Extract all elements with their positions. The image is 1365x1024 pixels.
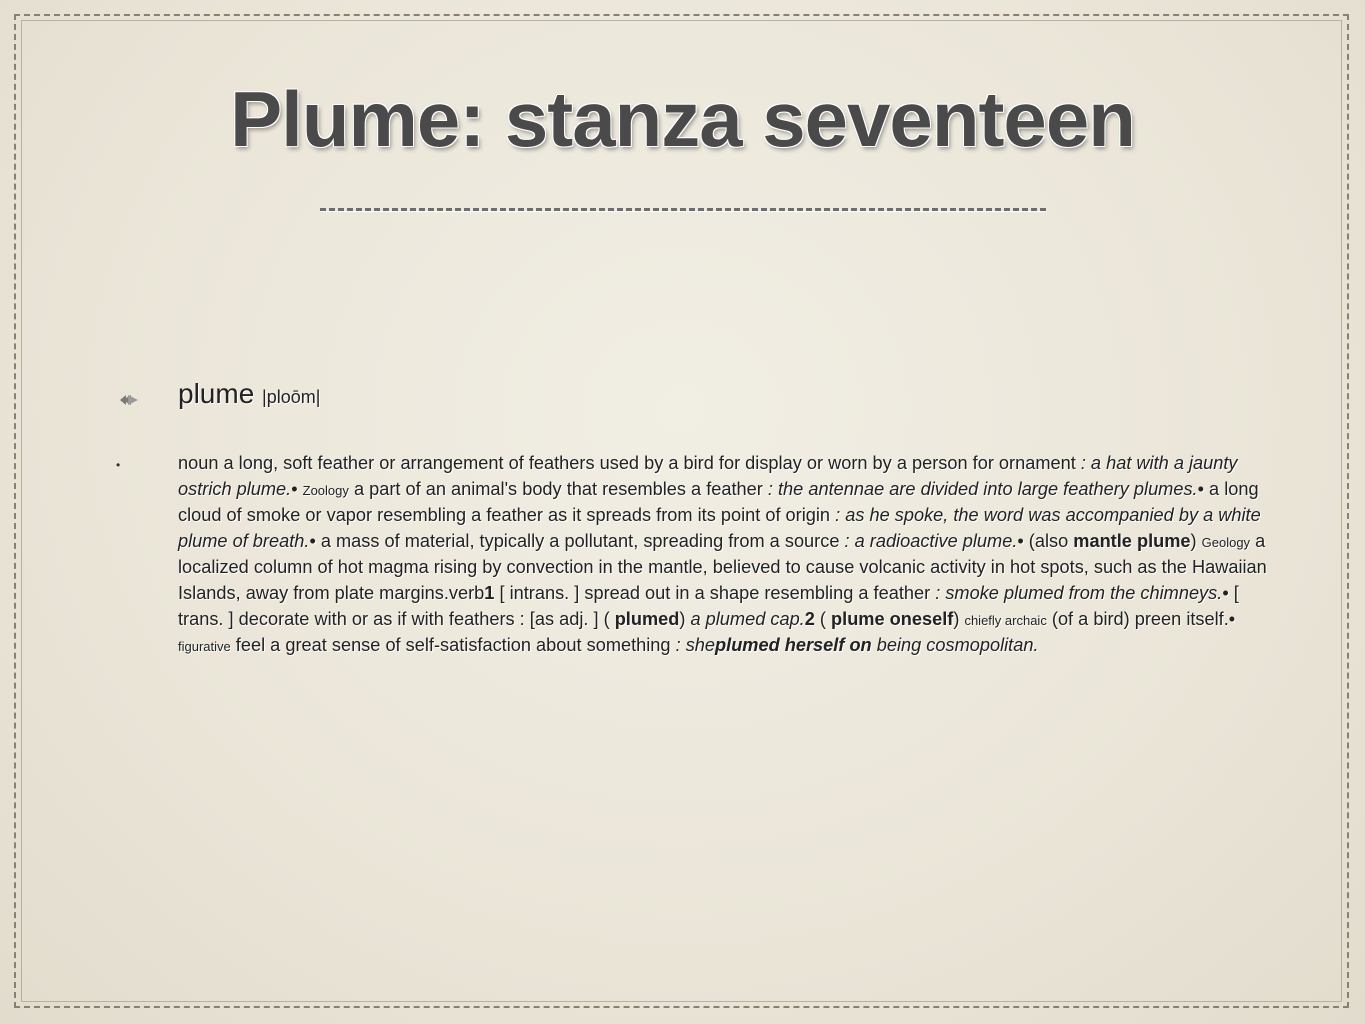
definition-segment: • [ trans. ] decorate with or as if with feathers : [as adj. ] ( [178, 582, 1239, 629]
definition-segment: [ intrans. ] spread out in a shape resembling a feather [494, 582, 936, 603]
definition-segment: plumed [614, 608, 680, 629]
definition-segment: (of a bird) preen itself. [1046, 608, 1229, 629]
definition-segment: ) [679, 608, 691, 629]
double-chevron-bullet-icon [118, 391, 140, 409]
definition-segment: : the antennae are divided into large feathery plumes. [767, 478, 1198, 499]
definition-segment: plume oneself [831, 608, 954, 629]
definition-segment: being cosmopolitan. [871, 635, 1039, 656]
definition-segment: : as he spoke, the word was accompanied by a white plume of breath. [178, 505, 1261, 551]
definition-segment: mantle plume [1073, 530, 1191, 551]
definition-segment: Geology [1201, 534, 1251, 550]
definition-segment: • a mass of material, typically a pollutant, spreading from a source [309, 530, 845, 551]
definition-segment: 1 [484, 582, 495, 603]
pronunciation-text: |ploōm| [262, 387, 321, 407]
definition-segment: ) [953, 608, 965, 629]
headword-text: plume [178, 378, 255, 409]
entry-headword [178, 378, 320, 410]
definition-segment: : she [675, 635, 716, 656]
definition-segment: ) [1190, 530, 1202, 551]
definition-segment: plumed herself on [715, 635, 872, 656]
definition-segment: : smoke plumed from the chimneys. [935, 582, 1223, 603]
definition-segment: a part of an animal's body that resembles a feather [348, 478, 768, 499]
definition-segment: a localized column of hot magma rising by convection in the mantle, believed to cause volcanic activity in hot spots, such as the Hawaiian Islands, away from plate margins.verb [178, 530, 1267, 603]
definition-segment: 2 [804, 608, 815, 629]
definition-segment: : a hat with a jaunty ostrich plume. [178, 453, 1238, 499]
definition-segment: • [1228, 608, 1236, 629]
definition-segment: • a long cloud of smoke or vapor resembling a feather as it spreads from its point of origin [178, 478, 1259, 526]
definition-segment: noun a long, soft feather or arrangement of feathers used by a bird for display or worn by a person for ornament [178, 453, 1081, 473]
definition-segment: chiefly archaic [964, 612, 1047, 628]
definition-paragraph [178, 451, 1273, 660]
definition-segment: Zoology [302, 482, 349, 498]
definition-segment: figurative [178, 639, 231, 655]
dot-bullet-icon: • [116, 458, 121, 472]
definition-segment: • (also [1017, 530, 1074, 551]
definition-segment: • [291, 478, 303, 499]
definition-segment: : a radioactive plume. [844, 530, 1018, 551]
slide-title: Plume: stanza seventeen [230, 75, 1135, 163]
definition-segment: a plumed cap. [690, 608, 805, 629]
definition-segment: ( [814, 608, 832, 629]
definition-segment: feel a great sense of self-satisfaction about something [230, 635, 676, 656]
